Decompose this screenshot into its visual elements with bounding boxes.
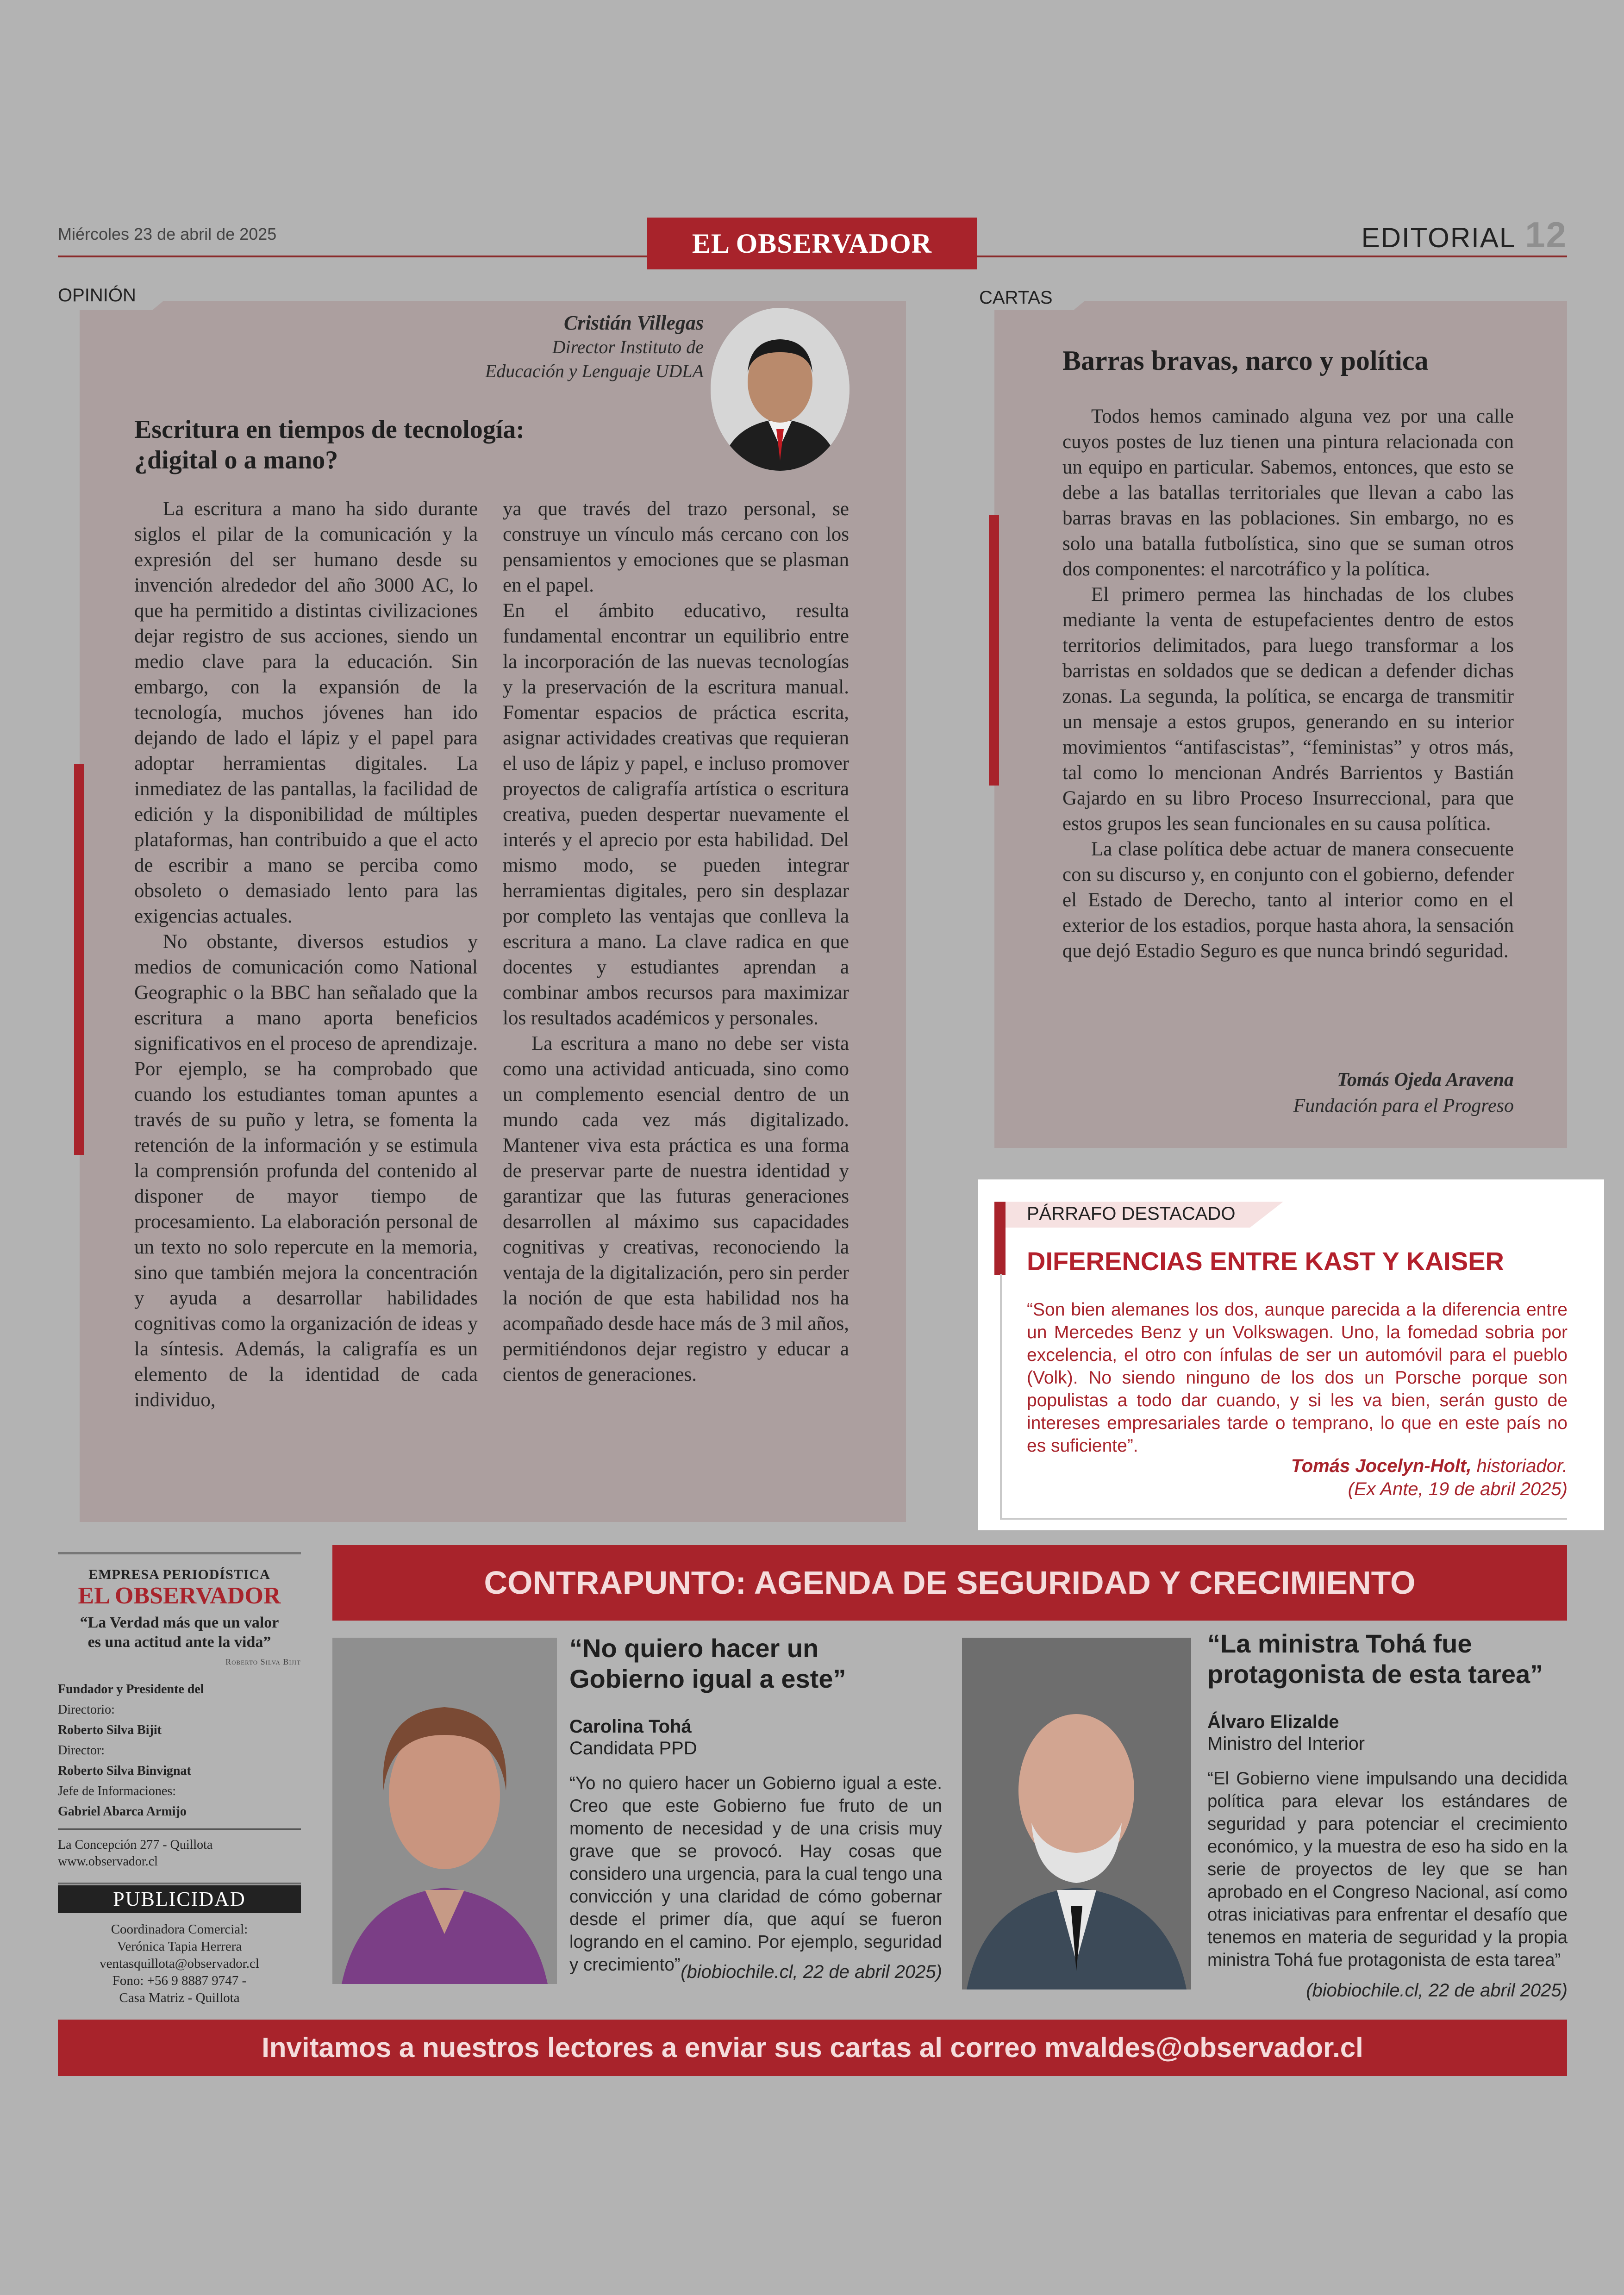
elizalde-role: Ministro del Interior (1207, 1734, 1365, 1754)
publicidad-rule (58, 1883, 301, 1884)
publicidad-label: PUBLICIDAD (58, 1885, 301, 1913)
elizalde-name: Álvaro Elizalde (1207, 1712, 1339, 1732)
author-photo (711, 308, 849, 471)
contact-name: Verónica Tapia Herrera (117, 1939, 242, 1954)
author-role-line1: Director Instituto de (552, 337, 704, 357)
toha-headline-line2: Gobierno igual a este” (569, 1664, 846, 1693)
cartas-signer-org: Fundación para el Progreso (1293, 1095, 1514, 1116)
opinion-title-line2: ¿digital o a mano? (134, 446, 338, 474)
cartas-accent-bar (989, 515, 999, 786)
opinion-accent-bar (74, 764, 84, 1155)
footer-banner: Invitamos a nuestros lectores a enviar sus cartas al correo mvaldes@observador.cl (58, 2020, 1567, 2076)
issue-date: Miércoles 23 de abril de 2025 (58, 225, 277, 243)
masthead-staff (58, 1679, 301, 1822)
opinion-title-line1: Escritura en tiempos de tecnología: (134, 415, 525, 444)
destacado-signature (1027, 1454, 1568, 1501)
opinion-paragraph: No obstante, diversos estudios y medios de comunicación como National Geographic o la BBC han señalado que la escritura a mano aporta beneficios significativos en el proceso de aprendizaje. Por ejemplo, se ha comprobado que cuando los estudiantes toman apuntes a través de su puño y letra, se fomenta la retención de la información y se estimula la comprensión profunda del contenido al disponer de mayor tiempo de procesamiento. La elaboración personal de un texto no solo repercute en la memoria, sino que también mejora la concentración y ayuda a desarrollar habilidades cognitivas como la organización de ideas y la síntesis. Además, la caligrafía es un elemento de la identidad de cada individuo, (134, 931, 478, 1411)
page-number: 12 (1525, 214, 1567, 255)
cartas-body (1062, 404, 1514, 964)
destacado-source: (Ex Ante, 19 de abril 2025) (1348, 1479, 1568, 1499)
opinion-paragraph: La escritura a mano no debe ser vista como una actividad anticuada, sino como un complemento esencial dentro de un mundo cada vez más digitalizado. Mantener viva esta práctica es una forma de preservar parte de nuestra identidad y garantizar que las futuras generaciones desarrollen al máximo sus capacidades cognitivas y creativas, reconociendo la ventaja de la digitalización, pero sin perder la noción de que esta habilidad nos ha acompañado desde hace más de 3 mil años, permitiéndonos dejar registro y educar a cientos de generaciones. (503, 1033, 849, 1385)
destacado-label: PÁRRAFO DESTACADO (1027, 1204, 1236, 1224)
website-link[interactable]: www.observador.cl (58, 1854, 158, 1869)
toha-photo (332, 1638, 557, 1984)
opinion-author (417, 311, 704, 383)
toha-headline (569, 1633, 949, 1694)
founder-name: Roberto Silva Bijit (58, 1723, 162, 1737)
toha-name: Carolina Tohá (569, 1716, 692, 1737)
elizalde-photo (962, 1638, 1191, 1989)
masthead-slogan-line1: “La Verdad más que un valor (80, 1614, 279, 1631)
chief-label: Jefe de Informaciones: (58, 1784, 176, 1798)
destacado-author: Tomás Jocelyn-Holt, (1291, 1456, 1472, 1476)
toha-role: Candidata PPD (569, 1738, 697, 1759)
masthead-mid-rule (58, 1828, 301, 1830)
chief-name: Gabriel Abarca Armijo (58, 1804, 187, 1819)
elizalde-quote: “El Gobierno viene impulsando una decidida política para elevar los estándares de seguridad y para potenciar el crecimiento económico, y la muestra de eso ha sido en la serie de proyectos de ley que se han aprobado en el Congreso Nacional, así como otras iniciativas para enfrentar el desafío que tenemos en materia de seguridad y la propia ministra Tohá fue protagonista de esta tarea” (1207, 1769, 1568, 1970)
cartas-signature (1062, 1067, 1514, 1119)
elizalde-portrait-icon (962, 1638, 1191, 1989)
elizalde-headline-line1: “La ministra Tohá fue (1207, 1629, 1472, 1658)
destacado-author-role: historiador. (1476, 1456, 1568, 1476)
masthead-slogan-line2: es una actitud ante la vida” (87, 1634, 271, 1651)
publicidad-contact (58, 1921, 301, 2007)
elizalde-headline (1207, 1628, 1568, 1690)
opinion-paragraph: La escritura a mano ha sido durante siglos el pilar de la comunicación y la expresión del ser humano desde su invención alrededor del año 3000 AC, lo que ha permitido a distintas civilizaciones dejar registro de sus acciones, siendo un medio clave para la educación. Sin embargo, con la expansión de la tecnología, muchos jóvenes han ido dejando de lado el lápiz y el papel para adoptar herramientas digitales. La inmediatez de las pantallas, la facilidad de edición y la disponibilidad de múltiples plataformas, han contribuido a que el acto de escribir a mano se perciba como obsoleto o demasiado lento para las exigencias actuales. (134, 498, 478, 927)
section-name: EDITORIAL (1361, 222, 1516, 253)
cartas-title: Barras bravas, narco y política (1062, 345, 1429, 376)
opinion-tab-label: OPINIÓN (58, 285, 136, 306)
cartas-paragraph: La clase política debe actuar de manera consecuente con su discurso y, en conjunto con el gobierno, defender el Estado de Derecho, tanto al interior como en el exterior de los estadios, porque hasta ahora, la sensación que dejó Estadio Seguro es que nunca brindó seguridad. (1062, 838, 1514, 962)
opinion-title (134, 414, 713, 475)
destacado-quote: “Son bien alemanes los dos, aunque parecida a la diferencia entre un Mercedes Benz y un Volkswagen. Uno, la fomedad sobria por excelencia, el otro con ínfulas de ser un automóvil para el pueblo (Volk). No siendo ninguno de los dos un Porsche porque son populistas a todo dar cuando, y si les va bien, serán gusto de intereses empresariales tarde o temprano, lo que en este país no es suficiente”. (1027, 1300, 1568, 1456)
author-name: Cristián Villegas (564, 312, 704, 334)
contrapunto-banner: CONTRAPUNTO: AGENDA DE SEGURIDAD Y CRECIMIENTO (332, 1545, 1567, 1621)
opinion-paragraph: ya que través del trazo personal, se construye un vínculo más cercano con los pensamientos y emociones que se plasman en el papel. (503, 498, 849, 596)
masthead-name: EL OBSERVADOR (78, 1583, 281, 1609)
toha-quote: “Yo no quiero hacer un Gobierno igual a este. Creo que este Gobierno fue fruto de un momento de necesidad y de una crisis muy grave que se provocó. Hay cosas que considero una urgencia, para la cual tengo una convicción y una claridad de cómo gobernar desde el primer día, que aquí se fueron logrando en el camino. Por ejemplo, seguridad y crecimiento” (569, 1773, 942, 1975)
cartas-signer-name: Tomás Ojeda Aravena (1337, 1069, 1514, 1091)
cartas-tab-label: CARTAS (979, 287, 1053, 308)
opinion-column-2 (503, 496, 849, 1387)
section-header (1361, 214, 1567, 256)
cartas-paragraph: Todos hemos caminado alguna vez por una calle cuyos postes de luz tienen una pintura relacionada con un equipo en particular. Sabemos, entonces, que esto se debe a las batallas territoriales que llevan a cabo las barras bravas en las poblaciones. Sin embargo, no es solo una batalla futbolística, sino que se suman otros dos componentes: el narcotráfico y la política. (1062, 405, 1514, 580)
founder-label-line1: Fundador y Presidente del (58, 1682, 204, 1696)
director-name: Roberto Silva Binvignat (58, 1764, 191, 1778)
contact-office: Casa Matriz - Quillota (119, 1990, 240, 2005)
destacado-left-rule (1000, 1274, 1002, 1519)
toha-headline-line1: “No quiero hacer un (569, 1634, 819, 1663)
contact-role: Coordinadora Comercial: (111, 1922, 248, 1937)
masthead-company: EMPRESA PERIODÍSTICA (88, 1567, 270, 1582)
masthead-address (58, 1837, 301, 1870)
destacado-bottom-rule (1000, 1518, 1567, 1520)
newspaper-logo: EL OBSERVADOR (647, 218, 977, 269)
opinion-column-1 (134, 496, 478, 1413)
destacado-accent-bar (994, 1202, 1006, 1275)
masthead-signature: Roberto Silva Bijit (225, 1657, 301, 1666)
contact-phone: Fono: +56 9 8887 9747 - (112, 1973, 247, 1988)
opinion-paragraph: En el ámbito educativo, resulta fundamental encontrar un equilibrio entre la incorporación de las nuevas tecnologías y la preservación de la escritura manual. Fomentar espacios de práctica escrita, asignar actividades creativas que requieran el uso de lápiz y papel, e incluso promover proyectos de caligrafía artística o escritura creativa, pueden despertar nuevamente el interés y el aprecio por esta habilidad. Del mismo modo, se pueden integrar herramientas digitales, pero sin desplazar por completo las ventajas que conlleva la escritura a mano. La clave radica en que docentes y estudiantes aprendan a combinar ambos recursos para maximizar los resultados académicos y personales. (503, 600, 849, 1029)
masthead-slogan (58, 1613, 301, 1652)
elizalde-source: (biobiochile.cl, 22 de abril 2025) (1306, 1980, 1568, 2001)
author-role-line2: Educación y Lenguaje UDLA (485, 361, 704, 381)
cartas-paragraph: El primero permea las hinchadas de los clubes mediante la venta de estupefacientes dentro de estos territorios delimitados, para luego transformar a los barristas en soldados que se dedican a defender dichas zonas. La segunda, la política, se encarga de transmitir un mensaje a estos grupos, generando en su interior movimientos “antifascistas”, “feministas” y otros más, tal como lo mencionan Andrés Barrientos y Bastián Gajardo en su libro Proceso Insurreccional, para que estos grupos les sean funcionales en su causa política. (1062, 584, 1514, 835)
founder-label-line2: Directorio: (58, 1703, 115, 1717)
elizalde-headline-line2: protagonista de esta tarea” (1207, 1659, 1543, 1689)
address: La Concepción 277 - Quillota (58, 1838, 213, 1852)
masthead-top-rule (58, 1552, 301, 1554)
destacado-title: DIFERENCIAS ENTRE KAST Y KAISER (1027, 1247, 1504, 1276)
toha-source: (biobiochile.cl, 22 de abril 2025) (681, 1962, 942, 1982)
director-label: Director: (58, 1743, 105, 1758)
author-portrait-icon (711, 308, 849, 471)
contact-email[interactable]: ventasquillota@observador.cl (100, 1956, 259, 1971)
toha-portrait-icon (332, 1638, 557, 1984)
